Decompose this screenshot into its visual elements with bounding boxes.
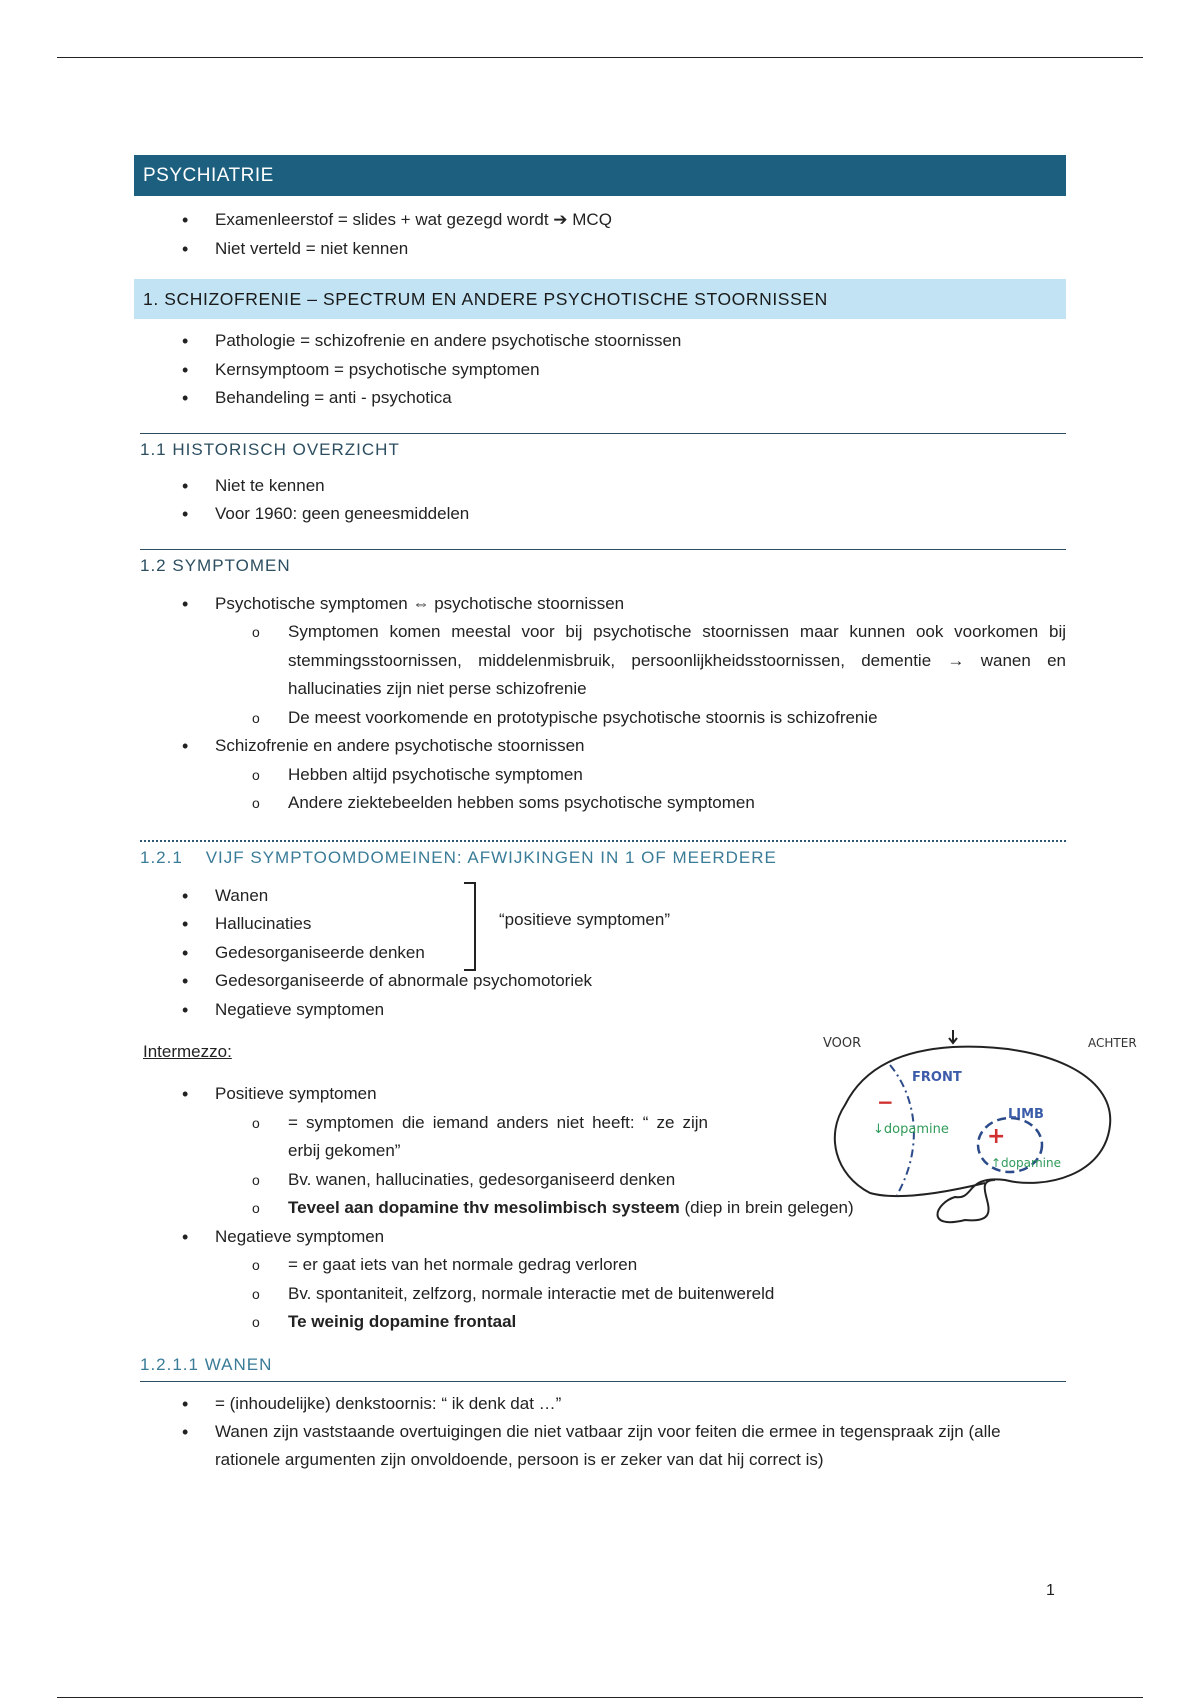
list-item: • Negatieve symptomen bbox=[134, 1223, 1066, 1252]
list-item: o Hebben altijd psychotische symptomen bbox=[134, 761, 1066, 790]
plus-sign: + bbox=[987, 1124, 1006, 1149]
arrow-down-icon bbox=[949, 1030, 957, 1043]
list-item: • Kernsymptoom = psychotische symptomen bbox=[134, 356, 1066, 385]
page-number: 1 bbox=[1046, 1582, 1055, 1599]
list-item: • Positieve symptomen bbox=[134, 1080, 1066, 1109]
list-item: • Negatieve symptomen bbox=[134, 996, 1066, 1025]
s11-list bbox=[134, 472, 1066, 529]
intermezzo-label: Intermezzo: bbox=[143, 1042, 232, 1061]
list-item: • Gedesorganiseerde denken bbox=[134, 939, 1066, 968]
list-item: • Niet te kennen bbox=[134, 472, 1066, 501]
brace bbox=[464, 882, 476, 971]
limb-label: LIMB bbox=[1008, 1107, 1044, 1122]
list-item: • = (inhoudelijke) denkstoornis: “ ik denk dat …” bbox=[134, 1390, 1066, 1419]
title-banner: PSYCHIATRIE bbox=[134, 155, 1066, 196]
brain-drawing bbox=[815, 1025, 1165, 1230]
up-dopamine-label: ↑dopamine bbox=[991, 1156, 1061, 1170]
list-item: o Symptomen komen meestal voor bij psychotische stoornissen maar kunnen ook voorkomen bij stemmingsstoornissen, middelenmisbruik, persoonlijkheidsstoornissen, dementie → wanen en hallucinaties zijn niet perse schizofrenie bbox=[134, 618, 1066, 704]
section-1-2-1-1-heading: 1.2.1.1 WANEN bbox=[140, 1355, 1066, 1382]
list-item bbox=[134, 1308, 1066, 1337]
s1-list bbox=[134, 327, 1066, 413]
voor-label: VOOR bbox=[823, 1036, 862, 1051]
section-1-1-heading: 1.1 HISTORISCH OVERZICHT bbox=[140, 433, 1066, 468]
s12-list bbox=[134, 590, 1066, 818]
top-rule bbox=[57, 57, 1143, 58]
section-1-2-1-heading: 1.2.1 VIJF SYMPTOOMDOMEINEN: AFWIJKINGEN IN 1 OF MEERDERE bbox=[140, 840, 1066, 876]
section-1-2-heading: 1.2 SYMPTOMEN bbox=[140, 549, 1066, 584]
domains-list bbox=[134, 882, 1066, 1025]
list-item: o = er gaat iets van het normale gedrag verloren bbox=[134, 1251, 1066, 1280]
minus-sign: − bbox=[877, 1090, 894, 1114]
list-item: • Wanen bbox=[134, 882, 1066, 911]
down-dopamine-label: ↓dopamine bbox=[873, 1122, 949, 1137]
bold-text: Te weinig dopamine frontaal bbox=[288, 1312, 517, 1331]
list-item: • Voor 1960: geen geneesmiddelen bbox=[134, 500, 1066, 529]
brace-label: “positieve symptomen” bbox=[499, 909, 671, 929]
bottom-rule bbox=[57, 1697, 1143, 1698]
list-item: o De meest voorkomende en prototypische psychotische stoornis is schizofrenie bbox=[134, 704, 1066, 733]
list-item: • Psychotische symptomen ⇔ psychotische stoornissen bbox=[134, 590, 1066, 619]
list-item: o Andere ziektebeelden hebben soms psychotische symptomen bbox=[134, 789, 1066, 818]
list-item: • Wanen zijn vaststaande overtuigingen die niet vatbaar zijn voor feiten die ermee in tegenspraak zijn (alle rationele argumenten zijn onvoldoende, persoon is er zeker van dat hij correct is) bbox=[134, 1418, 1066, 1474]
bold-text: Teveel aan dopamine thv mesolimbisch systeem bbox=[288, 1198, 680, 1217]
list-item: • Examenleerstof = slides + wat gezegd wordt ➔ MCQ bbox=[134, 206, 1066, 235]
list-item: • Gedesorganiseerde of abnormale psychomotoriek bbox=[134, 967, 1066, 996]
page-content bbox=[134, 155, 1066, 1474]
domains-block bbox=[134, 882, 1066, 1025]
list-item: o Bv. spontaniteit, zelfzorg, normale interactie met de buitenwereld bbox=[134, 1280, 1066, 1309]
list-item: • Niet verteld = niet kennen bbox=[134, 235, 1066, 264]
achter-label: ACHTER bbox=[1088, 1036, 1137, 1050]
s1211-list bbox=[134, 1390, 1066, 1475]
section-1-heading: 1. SCHIZOFRENIE – SPECTRUM EN ANDERE PSYCHOTISCHE STOORNISSEN bbox=[134, 279, 1066, 319]
list-item: • Hallucinaties bbox=[134, 910, 1066, 939]
list-item: o = symptomen die iemand anders niet heeft: “ ze zijn erbij gekomen” bbox=[134, 1109, 708, 1166]
front-label: FRONT bbox=[912, 1070, 962, 1085]
list-item: • Pathologie = schizofrenie en andere psychotische stoornissen bbox=[134, 327, 1066, 356]
list-item: • Schizofrenie en andere psychotische stoornissen bbox=[134, 732, 1066, 761]
intro-list bbox=[134, 206, 1066, 263]
list-item: • Behandeling = anti - psychotica bbox=[134, 384, 1066, 413]
text: (diep in brein gelegen) bbox=[679, 1198, 854, 1217]
list-item: o Bv. wanen, hallucinaties, gedesorganiseerd denken bbox=[134, 1166, 1066, 1195]
